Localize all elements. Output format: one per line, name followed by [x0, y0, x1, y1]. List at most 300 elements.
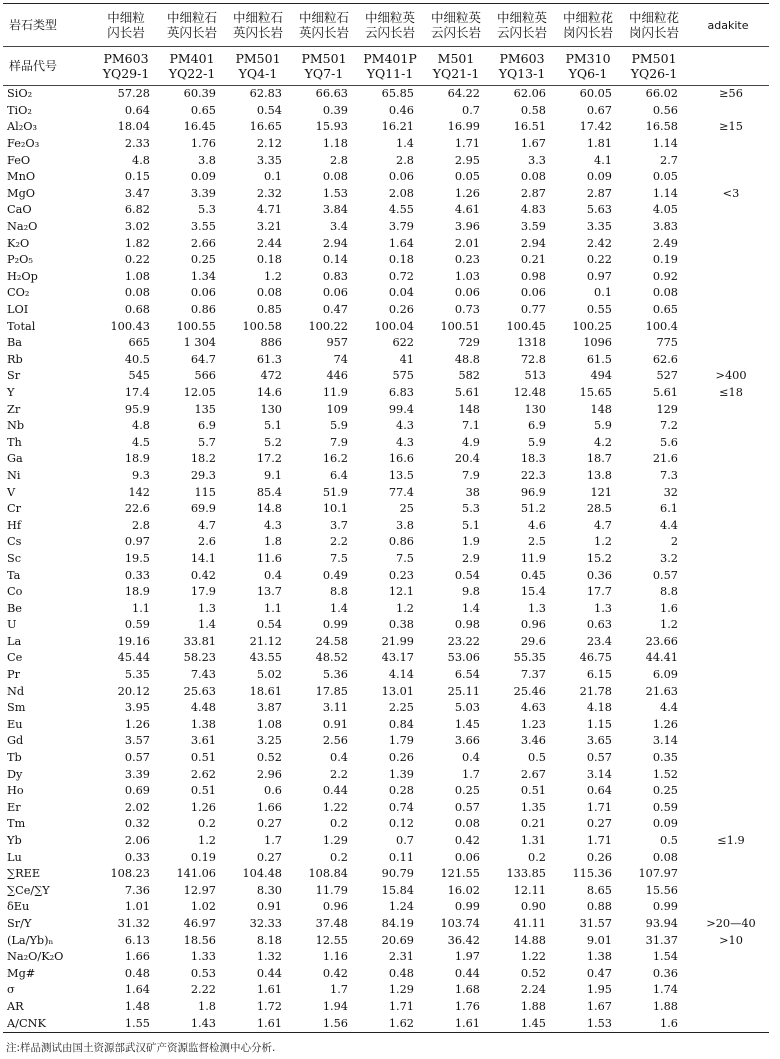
cell-value: 0.26 — [388, 751, 414, 765]
table-cell — [225, 932, 291, 949]
table-cell — [225, 800, 291, 817]
table-cell — [291, 468, 357, 485]
cell-value: 3.39 — [124, 767, 150, 781]
cell-value: 0.86 — [388, 535, 414, 549]
table-cell — [159, 667, 225, 684]
cell-value: 2.08 — [388, 186, 414, 200]
cell-value: 0.08 — [652, 850, 678, 864]
table-row — [3, 567, 769, 584]
row-label: LOI — [7, 303, 29, 317]
cell-value: 0.97 — [586, 269, 612, 283]
table-cell — [489, 202, 555, 219]
cell-value: 1.64 — [124, 983, 150, 997]
cell-value: 0.06 — [388, 170, 414, 184]
adakite-value: >20—40 — [706, 916, 756, 930]
table-row — [3, 800, 769, 817]
table-cell — [621, 119, 687, 136]
cell-value: 6.82 — [124, 203, 150, 217]
table-cell — [291, 302, 357, 319]
table-cell — [489, 318, 555, 335]
table-cell — [225, 965, 291, 982]
table-cell — [357, 86, 423, 103]
cell-value: 77.4 — [388, 485, 414, 499]
table-cell — [489, 269, 555, 286]
table-cell — [225, 468, 291, 485]
table-cell — [489, 766, 555, 783]
table-cell — [621, 318, 687, 335]
adakite-value — [687, 534, 769, 551]
table-cell — [555, 235, 621, 252]
table-row — [3, 517, 769, 534]
table-cell — [621, 733, 687, 750]
cell-value: 65.85 — [381, 87, 414, 101]
table-row — [3, 916, 769, 933]
cell-value: 0.53 — [190, 966, 216, 980]
table-cell — [291, 949, 357, 966]
table-cell — [555, 932, 621, 949]
cell-value: 16.99 — [447, 120, 480, 134]
table-cell — [357, 800, 423, 817]
cell-value: 0.52 — [256, 751, 282, 765]
table-row — [3, 899, 769, 916]
cell-value: 0.08 — [124, 286, 150, 300]
cell-value: 2.32 — [256, 186, 282, 200]
adakite-value — [687, 766, 769, 783]
column-header-sample-code: PM501 YQ4-1 — [225, 47, 291, 86]
table-cell — [621, 949, 687, 966]
table-cell — [621, 517, 687, 534]
cell-value: 0.05 — [454, 170, 480, 184]
cell-value: 2.87 — [586, 186, 612, 200]
table-cell — [423, 385, 489, 402]
table-cell — [291, 119, 357, 136]
adakite-value — [687, 750, 769, 767]
cell-value: 18.61 — [249, 684, 282, 698]
table-cell — [357, 352, 423, 369]
table-cell — [291, 169, 357, 186]
table-cell — [555, 302, 621, 319]
cell-value: 0.5 — [528, 751, 546, 765]
table-cell — [423, 235, 489, 252]
row-label: Y — [7, 385, 15, 399]
table-cell — [357, 269, 423, 286]
cell-value: 4.7 — [198, 518, 216, 532]
table-cell — [93, 833, 159, 850]
table-cell — [423, 916, 489, 933]
table-cell — [423, 634, 489, 651]
cell-value: 1.7 — [330, 983, 348, 997]
table-cell — [621, 999, 687, 1016]
cell-value: 11.79 — [315, 883, 348, 897]
table-cell — [621, 202, 687, 219]
table-cell — [423, 368, 489, 385]
cell-value: 2.8 — [396, 153, 414, 167]
cell-value: 0.47 — [586, 966, 612, 980]
cell-value: 1.33 — [190, 950, 216, 964]
cell-value: 1.22 — [322, 800, 348, 814]
cell-value: 100.25 — [572, 319, 612, 333]
adakite-value: >10 — [719, 933, 743, 947]
cell-value: 0.49 — [322, 568, 348, 582]
cell-value: 20.69 — [381, 933, 414, 947]
cell-value: 9.1 — [264, 468, 282, 482]
adakite-value — [687, 152, 769, 169]
cell-value: 5.7 — [198, 435, 216, 449]
cell-value: 7.2 — [660, 419, 678, 433]
table-cell — [159, 916, 225, 933]
column-header-rock-type: 中细粒石 英闪长岩 — [291, 4, 357, 47]
table-cell — [159, 401, 225, 418]
table-cell — [291, 501, 357, 518]
cell-value: 61.3 — [256, 352, 282, 366]
cell-value: 6.9 — [198, 419, 216, 433]
table-cell — [93, 683, 159, 700]
table-cell — [159, 484, 225, 501]
table-cell — [225, 866, 291, 883]
cell-value: 21.6 — [652, 452, 678, 466]
cell-value: 108.84 — [308, 867, 348, 881]
cell-value: 15.4 — [520, 585, 546, 599]
table-cell — [357, 501, 423, 518]
cell-value: 4.3 — [396, 435, 414, 449]
table-cell — [489, 534, 555, 551]
table-cell — [489, 667, 555, 684]
row-label: Sr — [7, 369, 21, 383]
row-label: H₂Op — [7, 269, 38, 283]
row-label: Sm — [7, 701, 26, 715]
cell-value: 1.24 — [388, 900, 414, 914]
table-row — [3, 252, 769, 269]
table-cell — [357, 1015, 423, 1032]
table-row — [3, 484, 769, 501]
table-cell — [621, 169, 687, 186]
table-cell — [555, 468, 621, 485]
table-cell — [225, 202, 291, 219]
cell-value: 494 — [590, 369, 612, 383]
cell-value: 60.39 — [183, 87, 216, 101]
cell-value: 12.11 — [513, 883, 546, 897]
table-cell — [489, 103, 555, 120]
cell-value: 0.48 — [124, 966, 150, 980]
table-cell — [159, 418, 225, 435]
cell-value: 1.67 — [520, 137, 546, 151]
cell-value: 1.38 — [586, 950, 612, 964]
cell-value: 0.56 — [652, 103, 678, 117]
table-cell — [555, 800, 621, 817]
table-cell — [291, 534, 357, 551]
table-cell — [357, 434, 423, 451]
table-row — [3, 949, 769, 966]
table-cell — [357, 451, 423, 468]
cell-value: 16.6 — [388, 452, 414, 466]
table-cell — [291, 451, 357, 468]
cell-value: 1.08 — [256, 717, 282, 731]
cell-value: 0.4 — [330, 751, 348, 765]
cell-value: 0.47 — [322, 303, 348, 317]
row-label: Na₂O/K₂O — [7, 950, 64, 964]
table-cell — [357, 534, 423, 551]
table-cell — [357, 285, 423, 302]
table-cell — [489, 235, 555, 252]
table-cell — [357, 202, 423, 219]
table-cell — [225, 219, 291, 236]
table-cell — [93, 318, 159, 335]
cell-value: 32.33 — [249, 916, 282, 930]
cell-value: 9.3 — [132, 468, 150, 482]
cell-value: 2.6 — [198, 535, 216, 549]
table-cell — [621, 667, 687, 684]
table-cell — [423, 451, 489, 468]
cell-value: 2.7 — [660, 153, 678, 167]
cell-value: 0.42 — [322, 966, 348, 980]
cell-value: 1.71 — [586, 800, 612, 814]
cell-value: 1.2 — [396, 601, 414, 615]
table-cell — [621, 451, 687, 468]
cell-value: 0.44 — [454, 966, 480, 980]
cell-value: 0.2 — [528, 850, 546, 864]
cell-value: 0.26 — [586, 850, 612, 864]
table-cell — [291, 982, 357, 999]
table-cell — [423, 517, 489, 534]
table-cell — [621, 484, 687, 501]
table-cell — [225, 617, 291, 634]
cell-value: 0.63 — [586, 618, 612, 632]
cell-value: 3.25 — [256, 734, 282, 748]
cell-value: 0.06 — [190, 286, 216, 300]
adakite-value: <3 — [722, 186, 740, 200]
table-cell — [489, 899, 555, 916]
table-cell — [423, 219, 489, 236]
cell-value: 1.74 — [652, 983, 678, 997]
row-label: Nb — [7, 419, 25, 433]
cell-value: 135 — [194, 402, 216, 416]
table-cell — [357, 551, 423, 568]
cell-value: 14.8 — [256, 502, 282, 516]
column-header-sample-code: PM401P YQ11-1 — [357, 47, 423, 86]
table-cell — [423, 949, 489, 966]
table-row — [3, 717, 769, 734]
adakite-value — [687, 683, 769, 700]
table-cell — [489, 551, 555, 568]
cell-value: 4.7 — [594, 518, 612, 532]
cell-value: 0.57 — [454, 800, 480, 814]
table-cell — [159, 617, 225, 634]
table-row — [3, 932, 769, 949]
table-cell — [621, 683, 687, 700]
cell-value: 45.44 — [117, 651, 150, 665]
cell-value: 25.63 — [183, 684, 216, 698]
cell-value: 0.22 — [124, 253, 150, 267]
cell-value: 545 — [128, 369, 150, 383]
cell-value: 0.44 — [256, 966, 282, 980]
cell-value: 0.25 — [190, 253, 216, 267]
table-cell — [291, 418, 357, 435]
rock-type-label: 岩石类型 — [3, 4, 93, 47]
row-label: Ba — [7, 336, 23, 350]
table-cell — [159, 551, 225, 568]
cell-value: 148 — [590, 402, 612, 416]
row-label: ∑REE — [7, 867, 41, 881]
table-row — [3, 733, 769, 750]
table-cell — [555, 368, 621, 385]
table-cell — [93, 866, 159, 883]
adakite-value — [687, 700, 769, 717]
cell-value: 16.51 — [513, 120, 546, 134]
table-row — [3, 783, 769, 800]
table-cell — [423, 302, 489, 319]
cell-value: 1.61 — [256, 983, 282, 997]
table-cell — [93, 999, 159, 1016]
table-cell — [423, 484, 489, 501]
table-cell — [489, 418, 555, 435]
cell-value: 6.9 — [528, 419, 546, 433]
table-cell — [93, 849, 159, 866]
cell-value: 1.53 — [322, 186, 348, 200]
adakite-value — [687, 219, 769, 236]
cell-value: 3.87 — [256, 701, 282, 715]
table-cell — [225, 285, 291, 302]
table-cell — [357, 169, 423, 186]
adakite-value — [687, 567, 769, 584]
table-cell — [423, 401, 489, 418]
cell-value: 0.57 — [652, 568, 678, 582]
cell-value: 66.63 — [315, 87, 348, 101]
table-cell — [621, 584, 687, 601]
cell-value: 2.22 — [190, 983, 216, 997]
cell-value: 16.65 — [249, 120, 282, 134]
row-label: Tb — [7, 751, 22, 765]
table-cell — [357, 816, 423, 833]
cell-value: 0.57 — [586, 751, 612, 765]
cell-value: 84.19 — [381, 916, 414, 930]
cell-value: 1.2 — [264, 269, 282, 283]
cell-value: 5.63 — [586, 203, 612, 217]
cell-value: 4.4 — [660, 701, 678, 715]
table-row — [3, 982, 769, 999]
cell-value: 0.27 — [256, 850, 282, 864]
cell-value: 21.12 — [249, 634, 282, 648]
cell-value: 1.26 — [124, 717, 150, 731]
table-cell — [423, 352, 489, 369]
cell-value: 0.72 — [388, 269, 414, 283]
cell-value: 17.7 — [586, 585, 612, 599]
table-cell — [159, 1015, 225, 1032]
table-cell — [93, 551, 159, 568]
cell-value: 0.08 — [454, 817, 480, 831]
table-cell — [93, 235, 159, 252]
cell-value: 21.63 — [645, 684, 678, 698]
column-header-rock-type: 中细粒英 云闪长岩 — [357, 4, 423, 47]
table-cell — [555, 833, 621, 850]
cell-value: 6.1 — [660, 502, 678, 516]
column-header-rock-type: 中细粒花 岗闪长岩 — [621, 4, 687, 47]
row-label: Gd — [7, 734, 24, 748]
table-cell — [423, 700, 489, 717]
cell-value: 0.36 — [586, 568, 612, 582]
cell-value: 33.81 — [183, 634, 216, 648]
cell-value: 96.9 — [520, 485, 546, 499]
cell-value: 0.59 — [652, 800, 678, 814]
table-cell — [159, 302, 225, 319]
table-row — [3, 501, 769, 518]
cell-value: 1318 — [517, 336, 546, 350]
table-cell — [423, 883, 489, 900]
table-cell — [159, 783, 225, 800]
cell-value: 1.76 — [454, 999, 480, 1013]
table-cell — [225, 152, 291, 169]
column-header-rock-type: 中细粒石 英闪长岩 — [225, 4, 291, 47]
cell-value: 0.2 — [330, 850, 348, 864]
adakite-value — [687, 235, 769, 252]
table-cell — [225, 683, 291, 700]
row-label: Ta — [7, 568, 21, 582]
table-cell — [159, 86, 225, 103]
table-cell — [291, 965, 357, 982]
cell-value: 0.2 — [198, 817, 216, 831]
cell-value: 3.7 — [330, 518, 348, 532]
table-cell — [159, 385, 225, 402]
table-cell — [621, 883, 687, 900]
table-cell — [225, 302, 291, 319]
table-cell — [291, 916, 357, 933]
table-row — [3, 866, 769, 883]
cell-value: 0.25 — [652, 784, 678, 798]
cell-value: 0.14 — [322, 253, 348, 267]
table-cell — [489, 600, 555, 617]
table-cell — [621, 866, 687, 883]
table-cell — [489, 252, 555, 269]
cell-value: 7.9 — [462, 468, 480, 482]
row-label: Rb — [7, 352, 23, 366]
table-cell — [291, 634, 357, 651]
table-cell — [225, 119, 291, 136]
table-cell — [225, 949, 291, 966]
cell-value: 3.47 — [124, 186, 150, 200]
cell-value: 1.88 — [520, 999, 546, 1013]
table-cell — [555, 534, 621, 551]
table-cell — [159, 766, 225, 783]
cell-value: 0.96 — [322, 900, 348, 914]
cell-value: 7.3 — [660, 468, 678, 482]
cell-value: 31.37 — [645, 933, 678, 947]
cell-value: 61.5 — [586, 352, 612, 366]
adakite-value — [687, 318, 769, 335]
table-cell — [555, 999, 621, 1016]
cell-value: 1 304 — [183, 336, 216, 350]
table-cell — [621, 235, 687, 252]
table-cell — [291, 136, 357, 153]
cell-value: 0.99 — [652, 900, 678, 914]
cell-value: 1.4 — [462, 601, 480, 615]
table-row — [3, 849, 769, 866]
table-cell — [423, 551, 489, 568]
table-cell — [159, 650, 225, 667]
row-label: TiO₂ — [7, 103, 32, 117]
row-label: Tm — [7, 817, 26, 831]
adakite-value — [687, 252, 769, 269]
cell-value: 3.46 — [520, 734, 546, 748]
cell-value: 1.26 — [454, 186, 480, 200]
row-label: Dy — [7, 767, 23, 781]
cell-value: 1.34 — [190, 269, 216, 283]
table-cell — [93, 484, 159, 501]
table-cell — [357, 335, 423, 352]
cell-value: 4.48 — [190, 701, 216, 715]
row-label: A/CNK — [3, 1015, 93, 1032]
table-cell — [357, 368, 423, 385]
table-cell — [93, 899, 159, 916]
cell-value: 2.2 — [330, 535, 348, 549]
